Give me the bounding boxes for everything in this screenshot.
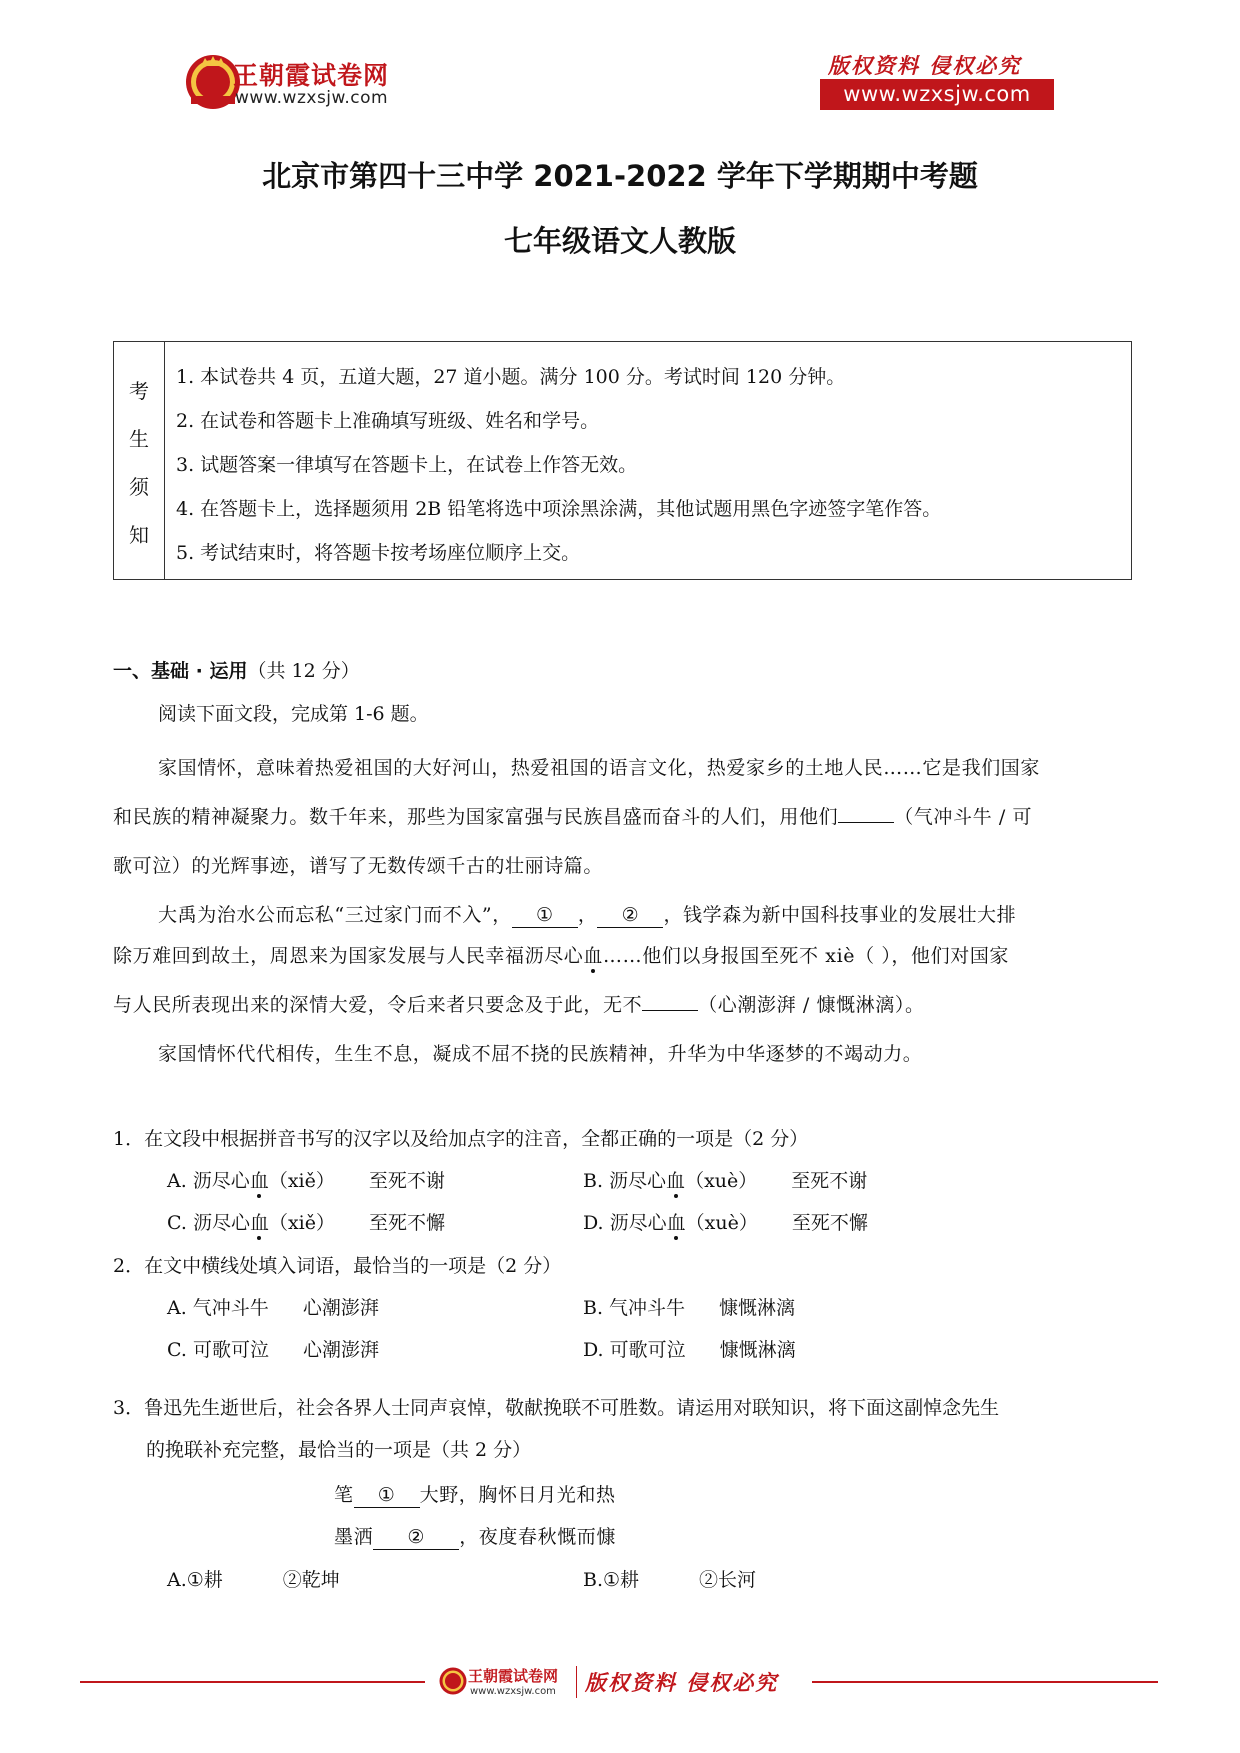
question-option: A. 气冲斗牛 心潮澎湃 xyxy=(167,1297,379,1319)
passage-line xyxy=(113,802,1032,829)
footer-copyright: 版权资料 侵权必究 xyxy=(585,1670,779,1695)
copyright-notice: 版权资料 侵权必究 xyxy=(828,53,1022,78)
question-option: B. 气冲斗牛 慷慨淋漓 xyxy=(583,1297,796,1319)
exam-title: 北京市第四十三中学 2021-2022 学年下学期期中考题 xyxy=(262,159,978,193)
question-option: D. 沥尽心血（xuè） 至死不懈 xyxy=(583,1212,868,1234)
answer-blank-1: ① xyxy=(512,905,578,928)
brand-name: 王朝霞试卷网 xyxy=(233,61,390,90)
passage-line: 家国情怀代代相传，生生不息，凝成不屈不挠的民族精神，升华为中华逐梦的不竭动力。 xyxy=(158,1043,923,1065)
footer-brand-name: 王朝霞试卷网 xyxy=(468,1667,559,1685)
question-option: A.①耕 ②乾坤 xyxy=(167,1569,340,1591)
passage-text: ，钱学森为新中国科技事业的发展壮大排 xyxy=(663,904,1017,926)
footer-divider xyxy=(80,1681,425,1683)
answer-blank xyxy=(838,822,894,823)
notice-side-char: 生 xyxy=(129,427,149,451)
question-option: B.①耕 ②长河 xyxy=(583,1569,757,1591)
passage-line: 歌可泣）的光辉事迹，谱写了无数传颂千古的壮丽诗篇。 xyxy=(113,855,604,877)
question-option: B. 沥尽心血（xuè） 至死不谢 xyxy=(583,1170,868,1192)
passage-text: 和民族的精神凝聚力。数千年来，那些为国家富强与民族昌盛而奋斗的人们，用他们 xyxy=(113,806,839,828)
question-option: A. 沥尽心血（xiě） 至死不谢 xyxy=(167,1170,445,1192)
passage-line xyxy=(113,990,925,1017)
passage-text: 除万难回到故土，周恩来为国家发展与人民幸福沥尽心 xyxy=(113,945,584,967)
passage-line xyxy=(113,941,1009,968)
question-stem: 2．在文中横线处填入词语，最恰当的一项是（2 分） xyxy=(113,1255,562,1277)
dotted-char: 血 xyxy=(583,945,604,967)
passage-line xyxy=(158,900,1016,928)
section-title: 一、基础 · 运用 xyxy=(113,660,248,682)
question-stem: 3．鲁迅先生逝世后，社会各界人士同声哀悼，敬献挽联不可胜数。请运用对联知识，将下面这副悼念先生 xyxy=(113,1397,1000,1419)
answer-blank-2: ② xyxy=(597,905,663,928)
notice-side-label xyxy=(114,342,165,579)
passage-text: 大禹为治水公而忘私“三过家门而不入”， xyxy=(158,904,512,926)
question-option: D. 可歌可泣 慷慨淋漓 xyxy=(583,1339,796,1361)
passage-text: （心潮澎湃 / 慷慨淋漓）。 xyxy=(698,994,925,1016)
question-option: C. 沥尽心血（xiě） 至死不懈 xyxy=(167,1212,446,1234)
couplet-blank-1: ① xyxy=(354,1485,420,1508)
passage-text: （气冲斗牛 / 可 xyxy=(894,806,1033,828)
notice-item: 5. 考试结束时，将答题卡按考场座位顺序上交。 xyxy=(176,542,581,564)
notice-item: 4. 在答题卡上，选择题须用 2B 铅笔将选中项涂黑涂满，其他试题用黑色字迹签字笔作答。 xyxy=(176,498,942,520)
site-url-banner[interactable]: www.wzxsjw.com xyxy=(820,79,1054,110)
couplet-line: 笔 ① 大野，胸怀日月光和热 xyxy=(334,1484,616,1506)
answer-blank xyxy=(642,1010,698,1011)
passage-text: ， xyxy=(577,904,598,926)
exam-notice-box xyxy=(113,341,1132,580)
section-heading xyxy=(113,656,360,683)
notice-side-char: 考 xyxy=(129,379,149,403)
footer-logo-icon xyxy=(438,1666,468,1696)
notice-side-char: 须 xyxy=(129,475,149,499)
brand-url[interactable]: www.wzxsjw.com xyxy=(235,88,389,108)
section-instruction: 阅读下面文段，完成第 1-6 题。 xyxy=(158,703,429,725)
question-option: C. 可歌可泣 心潮澎湃 xyxy=(167,1339,379,1361)
footer-separator xyxy=(576,1666,577,1698)
exam-subtitle: 七年级语文人教版 xyxy=(503,224,736,258)
notice-item: 3. 试题答案一律填写在答题卡上，在试卷上作答无效。 xyxy=(176,454,638,476)
couplet-line: 墨洒 ② ，夜度春秋慨而慷 xyxy=(334,1526,617,1548)
question-stem: 1．在文段中根据拼音书写的汉字以及给加点字的注音，全都正确的一项是（2 分） xyxy=(113,1128,809,1150)
notice-side-char: 知 xyxy=(129,523,149,547)
footer-brand-url[interactable]: www.wzxsjw.com xyxy=(470,1686,556,1697)
footer-divider xyxy=(812,1681,1158,1683)
notice-item: 2. 在试卷和答题卡上准确填写班级、姓名和学号。 xyxy=(176,410,600,432)
question-stem: 的挽联补充完整，最恰当的一项是（共 2 分） xyxy=(146,1439,532,1461)
notice-item: 1. 本试卷共 4 页，五道大题，27 道小题。满分 100 分。考试时间 120 分钟。 xyxy=(176,366,846,388)
section-points: （共 12 分） xyxy=(247,660,360,682)
passage-line: 家国情怀，意味着热爱祖国的大好河山，热爱祖国的语言文化，热爱家乡的土地人民……它是我们国家 xyxy=(158,757,1041,779)
passage-text: ……他们以身报国至死不 xiè（ ），他们对国家 xyxy=(603,945,1010,967)
passage-text: 与人民所表现出来的深情大爱，令后来者只要念及于此，无不 xyxy=(113,994,643,1016)
couplet-blank-2: ② xyxy=(373,1527,459,1550)
